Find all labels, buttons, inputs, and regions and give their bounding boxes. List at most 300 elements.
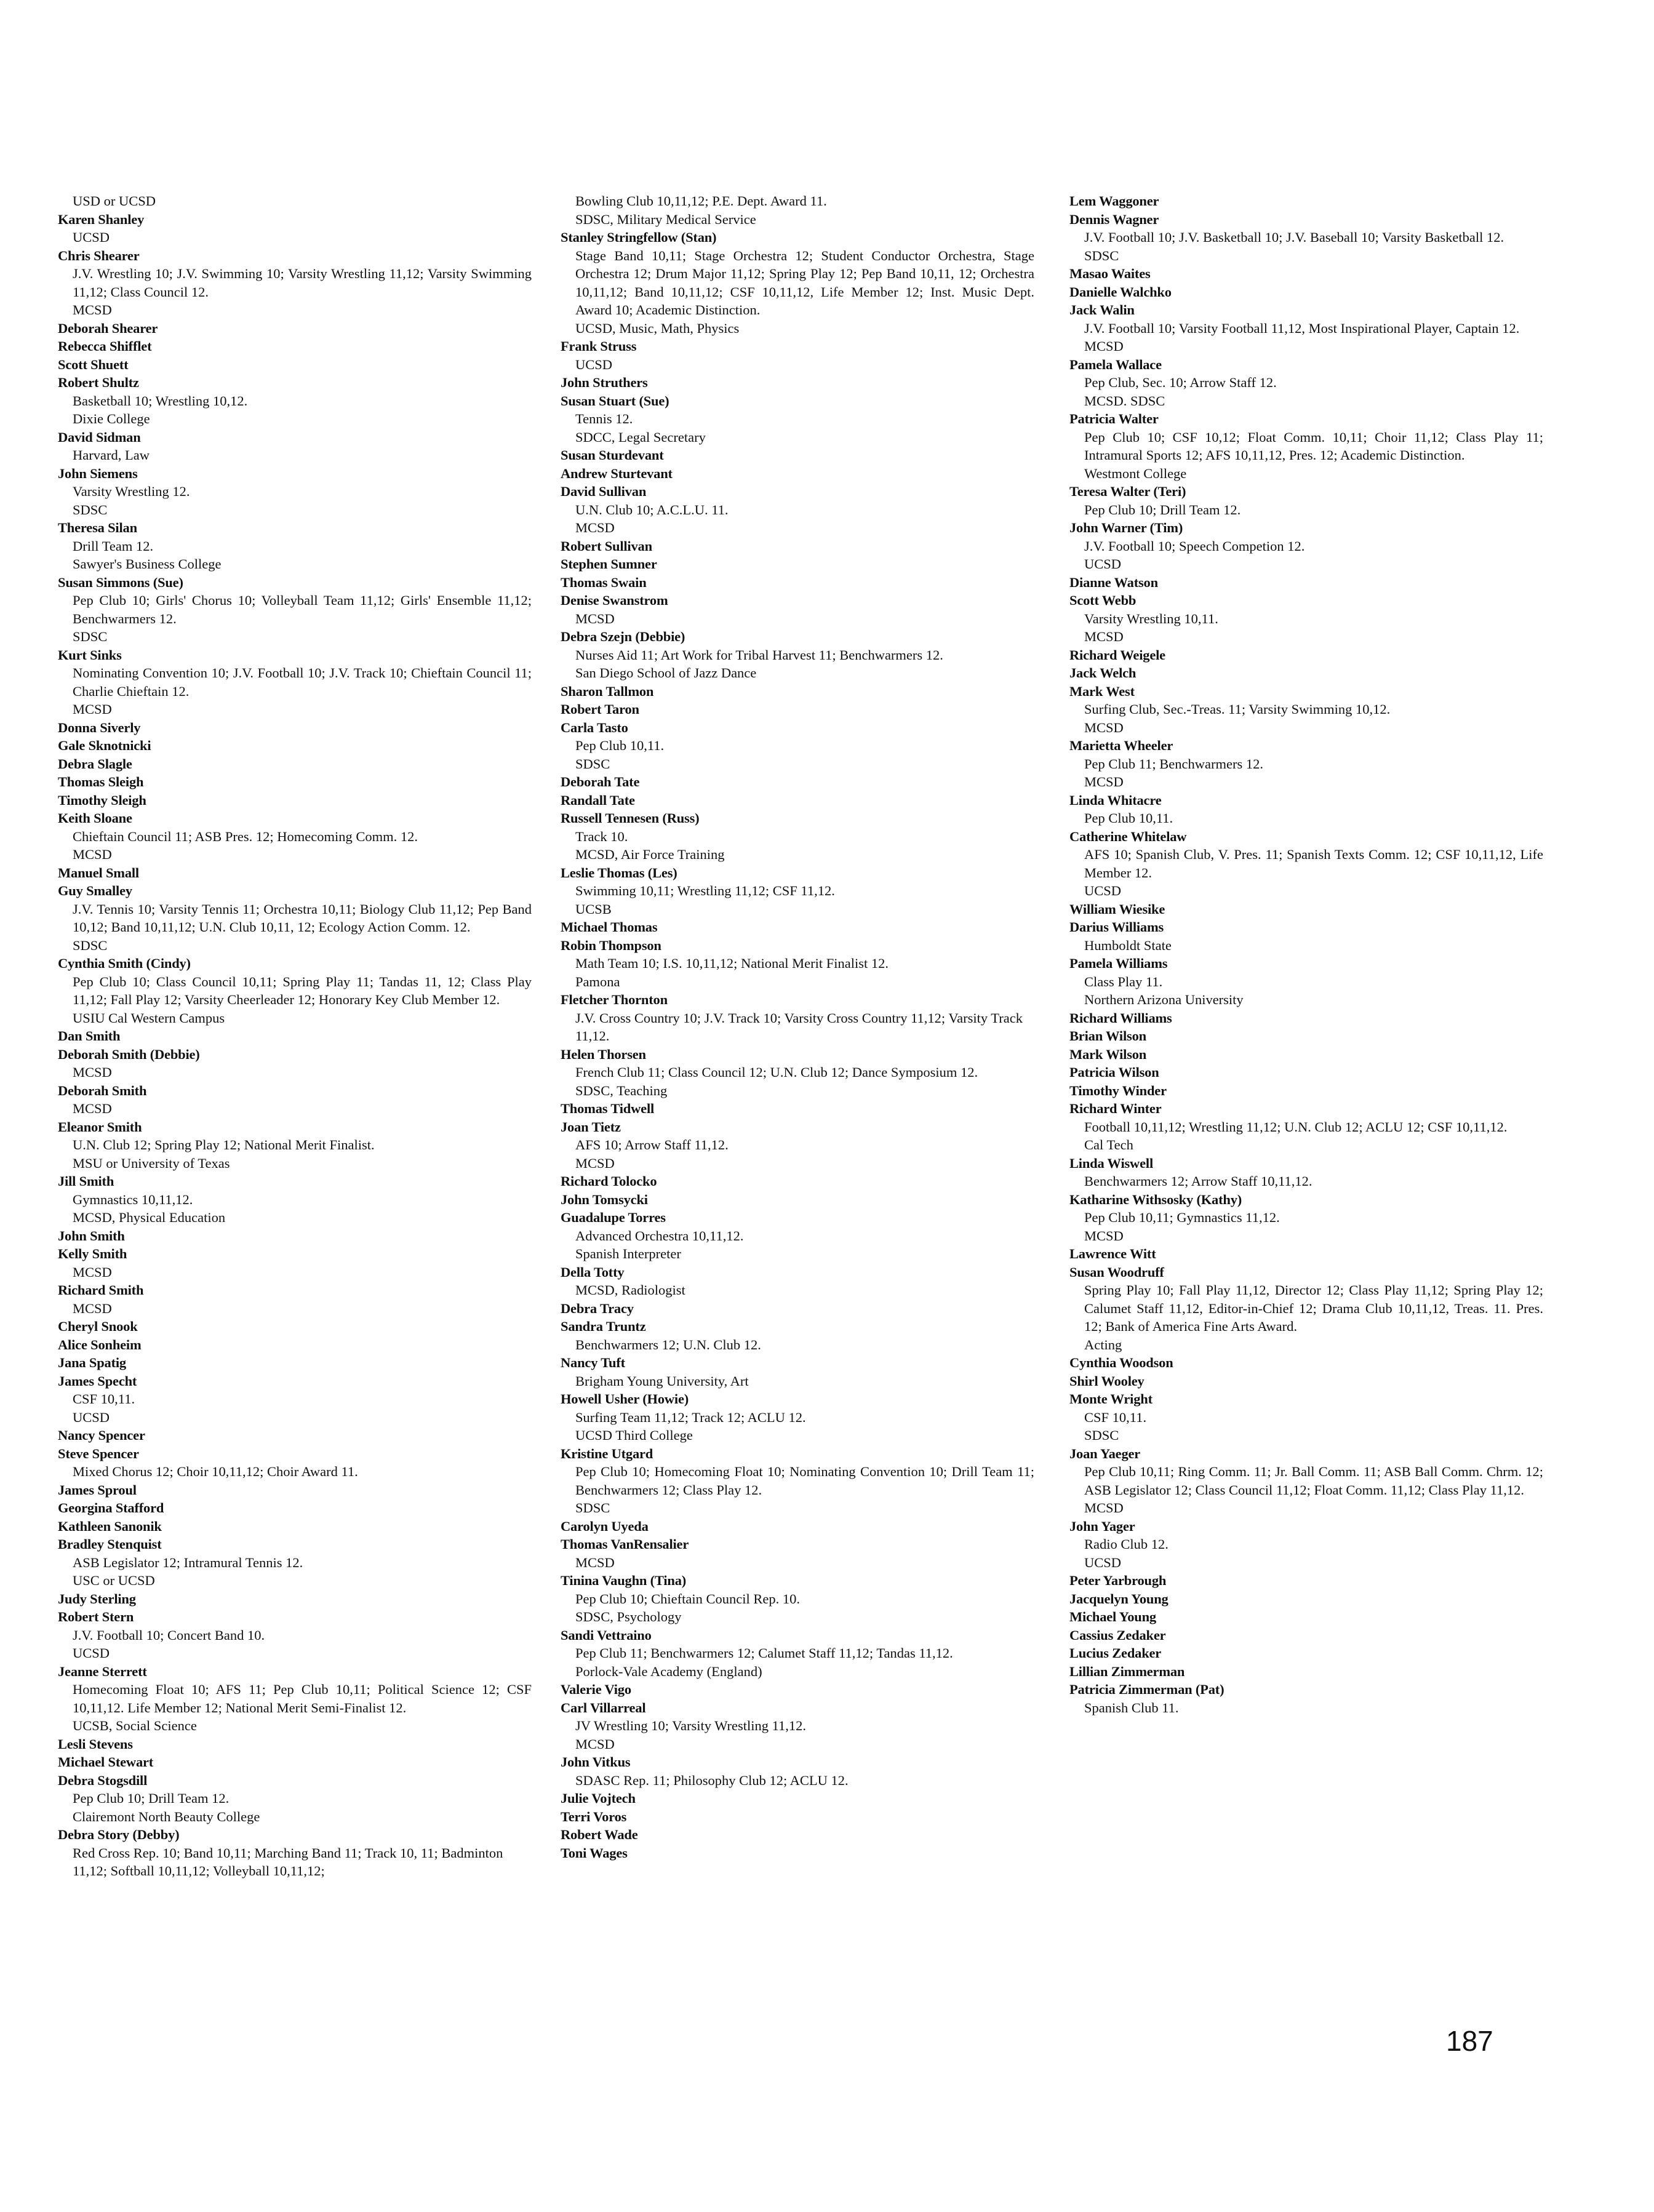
student-detail: J.V. Football 10; Speech Competion 12. <box>1084 538 1305 554</box>
student-name: John Tomsycki <box>561 1191 648 1207</box>
directory-entry <box>561 1208 1034 1263</box>
student-detail: Spanish Interpreter <box>575 1246 681 1261</box>
directory-entry <box>58 809 532 864</box>
student-detail: AFS 10; Arrow Staff 11,12. <box>575 1137 729 1152</box>
student-name: Peter Yarbrough <box>1069 1573 1167 1588</box>
student-detail: Nominating Convention 10; J.V. Football 10; J.V. Track 10; Chieftain Council 11; Charlie Chieftain 12. <box>73 665 532 699</box>
directory-entry <box>561 1172 1034 1191</box>
directory-entry <box>58 192 532 210</box>
directory-entry <box>1069 900 1543 919</box>
student-name: Catherine Whitelaw <box>1069 828 1187 844</box>
directory-entry <box>561 1300 1034 1318</box>
directory-entry <box>1069 410 1543 482</box>
student-detail: Mixed Chorus 12; Choir 10,11,12; Choir Award 11. <box>73 1464 358 1479</box>
directory-entry <box>561 628 1034 682</box>
student-name: Guadalupe Torres <box>561 1210 666 1225</box>
student-detail: Pep Club 10; CSF 10,12; Float Comm. 10,11; Choir 11,12; Class Play 11; Intramural Sports 12; AFS 10,11,12, Pres. 12; Academic Distinction. <box>1084 429 1543 463</box>
student-detail: Radio Club 12. <box>1084 1536 1169 1552</box>
student-detail: UCSD Third College <box>575 1427 693 1443</box>
directory-entry <box>561 1535 1034 1571</box>
directory-entry <box>561 1263 1034 1300</box>
student-name: Jack Walin <box>1069 302 1135 317</box>
student-name: Scott Shuett <box>58 356 129 372</box>
directory-entry <box>561 991 1034 1045</box>
directory-entry <box>1069 356 1543 410</box>
directory-entry <box>58 646 532 719</box>
student-name: Cynthia Smith (Cindy) <box>58 956 191 971</box>
student-detail: MCSD <box>1084 774 1124 789</box>
student-detail: UCSB, Social Science <box>73 1718 197 1733</box>
student-name: Debra Slagle <box>58 756 132 772</box>
student-name: Manuel Small <box>58 864 139 880</box>
student-detail: San Diego School of Jazz Dance <box>575 665 757 681</box>
student-detail: Northern Arizona University <box>1084 992 1244 1007</box>
directory-entry <box>1069 1390 1543 1445</box>
directory-entry <box>561 1100 1034 1118</box>
student-name: Susan Simmons (Sue) <box>58 574 183 590</box>
student-detail: Pep Club 11; Benchwarmers 12; Calumet Staff 11,12; Tandas 11,12. <box>575 1645 953 1661</box>
student-detail: J.V. Football 10; Concert Band 10. <box>73 1627 265 1643</box>
student-detail: SDSC <box>575 756 610 772</box>
student-name: Katharine Withsosky (Kathy) <box>1069 1191 1242 1207</box>
student-name: Lesli Stevens <box>58 1736 133 1752</box>
student-name: Pamela Wallace <box>1069 356 1162 372</box>
student-detail: Bowling Club 10,11,12; P.E. Dept. Award 11. <box>575 193 827 209</box>
directory-entry <box>561 482 1034 537</box>
student-detail: Gymnastics 10,11,12. <box>73 1191 193 1207</box>
student-name: Michael Stewart <box>58 1754 154 1770</box>
directory-entry <box>561 1753 1034 1789</box>
student-name: Mark West <box>1069 683 1135 699</box>
directory-entry <box>58 519 532 573</box>
directory-entry <box>1069 664 1543 682</box>
student-detail: Advanced Orchestra 10,11,12. <box>575 1228 744 1244</box>
student-detail: AFS 10; Spanish Club, V. Pres. 11; Spanish Texts Comm. 12; CSF 10,11,12, Life Member 12. <box>1084 847 1543 880</box>
student-name: Cynthia Woodson <box>1069 1355 1173 1370</box>
directory-entry <box>58 1517 532 1536</box>
student-detail: SDSC, Psychology <box>575 1609 682 1624</box>
student-name: Randall Tate <box>561 792 635 808</box>
directory-entry <box>561 1571 1034 1626</box>
student-detail: MCSD <box>73 302 112 317</box>
directory-entry <box>1069 1191 1543 1245</box>
directory-entry <box>1069 1608 1543 1626</box>
student-detail: Benchwarmers 12; Arrow Staff 10,11,12. <box>1084 1173 1312 1189</box>
student-detail: French Club 11; Class Council 12; U.N. Club 12; Dance Symposium 12. <box>575 1064 978 1080</box>
directory-entry <box>1069 954 1543 1009</box>
directory-entry <box>58 1227 532 1245</box>
student-detail: MCSD <box>73 701 112 717</box>
directory-entry <box>561 791 1034 810</box>
directory-entry <box>1069 1372 1543 1391</box>
student-detail: Westmont College <box>1084 465 1187 481</box>
student-detail: SDSC <box>1084 247 1119 263</box>
student-name: Guy Smalley <box>58 883 132 898</box>
student-name: Della Totty <box>561 1264 625 1280</box>
student-name: Timothy Winder <box>1069 1082 1167 1098</box>
directory-entry <box>58 1118 532 1173</box>
student-detail: U.N. Club 10; A.C.L.U. 11. <box>575 501 729 517</box>
student-name: Kelly Smith <box>58 1246 127 1261</box>
student-detail: MCSD <box>73 1101 112 1116</box>
student-name: Mark Wilson <box>1069 1046 1147 1062</box>
student-detail: MCSD <box>1084 1228 1124 1244</box>
column-1 <box>58 192 532 1880</box>
student-name: Carl Villarreal <box>561 1699 646 1715</box>
student-name: Nancy Tuft <box>561 1355 625 1370</box>
student-name: Keith Sloane <box>58 810 132 826</box>
directory-entry <box>58 1735 532 1754</box>
student-detail: Basketball 10; Wrestling 10,12. <box>73 393 248 409</box>
directory-entry <box>1069 573 1543 592</box>
directory-entry <box>561 1390 1034 1445</box>
directory-entry <box>58 954 532 1027</box>
student-detail: Porlock-Vale Academy (England) <box>575 1663 762 1679</box>
student-detail: J.V. Football 10; J.V. Basketball 10; J.V. Baseball 10; Varsity Basketball 12. <box>1084 230 1504 245</box>
student-name: Debra Tracy <box>561 1300 634 1316</box>
directory-entry <box>58 1826 532 1880</box>
student-name: Kathleen Sanonik <box>58 1518 162 1534</box>
page-number: 187 <box>1446 2025 1493 2057</box>
student-detail: Pep Club 10; Homecoming Float 10; Nominating Convention 10; Drill Team 11; Benchwarmers 12; Class Play 12. <box>575 1464 1034 1498</box>
student-detail: SDSC <box>73 501 108 517</box>
student-name: Linda Whitacre <box>1069 792 1162 808</box>
student-detail: Track 10. <box>575 828 628 844</box>
directory-entry <box>1069 1027 1543 1045</box>
student-name: Susan Stuart (Sue) <box>561 393 669 409</box>
student-name: Terri Voros <box>561 1808 627 1824</box>
directory-entry <box>58 1426 532 1445</box>
student-detail: SDSC <box>73 629 108 644</box>
student-name: William Wiesike <box>1069 901 1165 917</box>
student-detail: J.V. Cross Country 10; J.V. Track 10; Varsity Cross Country 11,12; Varsity Track 11,12. <box>575 1010 1023 1044</box>
student-detail: UCSB <box>575 901 612 917</box>
directory-entry <box>58 1082 532 1118</box>
student-detail: MCSD <box>1084 629 1124 644</box>
student-name: Leslie Thomas (Les) <box>561 864 677 880</box>
directory-entry <box>58 573 532 646</box>
column-2 <box>561 192 1034 1862</box>
student-name: Howell Usher (Howie) <box>561 1391 689 1407</box>
student-name: Sharon Tallmon <box>561 683 654 699</box>
student-name: Richard Williams <box>1069 1010 1172 1026</box>
student-detail: MCSD <box>73 1264 112 1280</box>
student-name: Patricia Wilson <box>1069 1064 1159 1080</box>
student-detail: Pep Club 10; Drill Team 12. <box>73 1791 230 1806</box>
student-name: Eleanor Smith <box>58 1119 142 1135</box>
student-name: Thomas VanRensalier <box>561 1536 689 1552</box>
student-detail: Red Cross Rep. 10; Band 10,11; Marching Band 11; Track 10, 11; Badminton 11,12; Softball 10,11,12; Volleyball 10,11,12; <box>73 1845 503 1879</box>
student-name: Robert Shultz <box>58 375 139 390</box>
student-name: Nancy Spencer <box>58 1427 145 1443</box>
directory-entry <box>1069 482 1543 519</box>
student-detail: Varsity Wrestling 12. <box>73 484 190 499</box>
student-detail: MSU or University of Texas <box>73 1155 230 1171</box>
student-name: Marietta Wheeler <box>1069 738 1173 753</box>
directory-entry <box>561 918 1034 936</box>
student-detail: UCSD <box>73 1409 110 1425</box>
student-detail: USC or UCSD <box>73 1573 155 1588</box>
student-name: Russell Tennesen (Russ) <box>561 810 700 826</box>
student-detail: Varsity Wrestling 10,11. <box>1084 610 1218 626</box>
student-name: Chris Shearer <box>58 247 140 263</box>
student-detail: USD or UCSD <box>73 193 156 209</box>
directory-entry <box>1069 646 1543 665</box>
directory-entry <box>58 1045 532 1082</box>
directory-entry <box>58 247 532 319</box>
student-detail: Harvard, Law <box>73 447 150 463</box>
directory-entry <box>561 1699 1034 1754</box>
student-detail: SDSC, Military Medical Service <box>575 211 756 227</box>
directory-entry <box>1069 1245 1543 1263</box>
student-detail: MCSD, Radiologist <box>575 1282 685 1298</box>
student-detail: ASB Legislator 12; Intramural Tennis 12. <box>73 1554 303 1570</box>
student-detail: MCSD <box>73 847 112 862</box>
column-3 <box>1069 192 1543 1717</box>
student-name: Debra Story (Debby) <box>58 1827 180 1842</box>
student-name: James Sproul <box>58 1482 137 1498</box>
student-detail: Tennis 12. <box>575 411 633 426</box>
student-name: Richard Smith <box>58 1282 144 1298</box>
student-name: Richard Winter <box>1069 1101 1162 1116</box>
student-detail: Pamona <box>575 973 620 989</box>
student-name: Denise Swanstrom <box>561 593 668 608</box>
directory-entry <box>58 1027 532 1045</box>
student-detail: Chieftain Council 11; ASB Pres. 12; Homecoming Comm. 12. <box>73 828 418 844</box>
student-detail: Pep Club 10; Chieftain Council Rep. 10. <box>575 1591 800 1607</box>
directory-entry <box>58 1499 532 1517</box>
student-name: Richard Tolocko <box>561 1173 657 1189</box>
student-name: Patricia Walter <box>1069 411 1159 426</box>
directory-entry <box>1069 682 1543 737</box>
student-name: Gale Sknotnicki <box>58 738 151 753</box>
directory-entry <box>1069 519 1543 573</box>
student-name: Jack Welch <box>1069 665 1137 681</box>
directory-entry <box>58 1281 532 1317</box>
directory-entry <box>1069 737 1543 791</box>
student-name: Alice Sonheim <box>58 1336 142 1352</box>
student-detail: Surfing Club, Sec.-Treas. 11; Varsity Swimming 10,12. <box>1084 701 1391 717</box>
student-name: Masao Waites <box>1069 266 1151 281</box>
student-detail: Dixie College <box>73 411 150 426</box>
student-name: Karen Shanley <box>58 211 145 227</box>
student-detail: UCSD <box>1084 556 1122 572</box>
directory-entry <box>561 700 1034 719</box>
student-name: Jeanne Sterrett <box>58 1663 147 1679</box>
student-name: Michael Young <box>1069 1609 1156 1624</box>
directory-entry <box>1069 1626 1543 1645</box>
student-name: Robin Thompson <box>561 937 661 953</box>
student-name: Dennis Wagner <box>1069 211 1159 227</box>
student-detail: J.V. Football 10; Varsity Football 11,12, Most Inspirational Player, Captain 12. <box>1084 320 1520 336</box>
student-name: Debra Stogsdill <box>58 1772 148 1788</box>
directory-entry <box>1069 1263 1543 1354</box>
directory-entry <box>1069 1354 1543 1372</box>
directory-entry <box>561 337 1034 373</box>
student-name: Dan Smith <box>58 1028 121 1044</box>
student-name: Teresa Walter (Teri) <box>1069 484 1186 499</box>
student-detail: Pep Club 10,11; Ring Comm. 11; Jr. Ball Comm. 11; ASB Ball Comm. Chrm. 12; ASB Legislator 12; Class Council 11,12; Float Comm. 11,12; Class Play 11,12. <box>1084 1464 1543 1498</box>
student-name: Kristine Utgard <box>561 1445 653 1461</box>
student-name: Linda Wiswell <box>1069 1155 1153 1171</box>
student-name: Brian Wilson <box>1069 1028 1146 1044</box>
student-detail: Pep Club, Sec. 10; Arrow Staff 12. <box>1084 375 1277 390</box>
directory-entry <box>561 1045 1034 1100</box>
student-detail: Pep Club 10,11. <box>1084 810 1173 826</box>
student-name: John Smith <box>58 1228 125 1244</box>
student-name: Monte Wright <box>1069 1391 1153 1407</box>
student-detail: J.V. Tennis 10; Varsity Tennis 11; Orchestra 10,11; Biology Club 11,12; Pep Band 10,12; Band 10,11,12; U.N. Club 10,11, 12; Ecology Action Comm. 12. <box>73 901 532 935</box>
student-name: Bradley Stenquist <box>58 1536 162 1552</box>
student-detail: Acting <box>1084 1336 1122 1352</box>
student-name: Deborah Shearer <box>58 320 158 336</box>
student-detail: UCSD <box>73 1645 110 1661</box>
student-name: Stephen Sumner <box>561 556 657 572</box>
student-detail: Pep Club 10; Class Council 10,11; Spring Play 11; Tandas 11, 12; Class Play 11,12; Fall Play 12; Varsity Cheerleader 12; Honorary Key Club Member 12. <box>73 973 532 1007</box>
directory-entry <box>1069 1082 1543 1100</box>
student-detail: MCSD <box>575 610 615 626</box>
student-name: Thomas Tidwell <box>561 1101 655 1116</box>
student-name: Danielle Walchko <box>1069 284 1172 300</box>
directory-entry <box>561 1191 1034 1209</box>
student-name: Julie Vojtech <box>561 1791 636 1806</box>
directory-entry <box>58 773 532 791</box>
directory-entry <box>1069 918 1543 954</box>
directory-entry <box>561 392 1034 447</box>
student-detail: MCSD. SDSC <box>1084 393 1165 409</box>
student-detail: MCSD, Physical Education <box>73 1210 226 1225</box>
student-name: Judy Sterling <box>58 1591 136 1607</box>
student-detail: Swimming 10,11; Wrestling 11,12; CSF 11,12. <box>575 883 835 898</box>
directory-entry <box>561 573 1034 592</box>
student-name: Robert Wade <box>561 1827 638 1842</box>
directory-entry <box>1069 210 1543 265</box>
student-name: Susan Woodruff <box>1069 1264 1164 1280</box>
student-name: John Struthers <box>561 375 648 390</box>
student-detail: MCSD <box>1084 719 1124 735</box>
directory-entry <box>561 1789 1034 1808</box>
directory-entry <box>58 1372 532 1427</box>
student-name: Lem Waggoner <box>1069 193 1159 209</box>
student-name: Timothy Sleigh <box>58 792 146 808</box>
directory-entry <box>58 356 532 374</box>
directory-entry <box>1069 1517 1543 1572</box>
student-detail: Football 10,11,12; Wrestling 11,12; U.N. Club 12; ACLU 12; CSF 10,11,12. <box>1084 1119 1508 1135</box>
directory-entry <box>58 337 532 356</box>
student-detail: MCSD <box>1084 1500 1124 1515</box>
student-detail: Spring Play 10; Fall Play 11,12, Director 12; Class Play 11,12; Spring Play 12; Calumet Staff 11,12, Editor-in-Chief 12; Drama Club 10,11,12, Treas. 11. Pres. 12; Bank of America Fine Arts Award. <box>1084 1282 1543 1334</box>
student-detail: MCSD <box>1084 338 1124 354</box>
directory-entry <box>561 719 1034 773</box>
student-detail: Cal Tech <box>1084 1137 1133 1152</box>
student-name: Kurt Sinks <box>58 647 122 663</box>
directory-entry <box>1069 591 1543 646</box>
student-detail: UCSD, Music, Math, Physics <box>575 320 740 336</box>
directory-entry <box>561 1808 1034 1826</box>
directory-entry <box>1069 1445 1543 1517</box>
directory-entry <box>561 446 1034 465</box>
student-name: Susan Sturdevant <box>561 447 664 463</box>
directory-entry <box>561 373 1034 392</box>
student-name: Lucius Zedaker <box>1069 1645 1162 1661</box>
directory-entry <box>561 809 1034 864</box>
student-detail: MCSD <box>575 520 615 535</box>
student-name: Dianne Watson <box>1069 574 1158 590</box>
directory-entry <box>561 537 1034 556</box>
student-detail: Sawyer's Business College <box>73 556 222 572</box>
student-name: Frank Struss <box>561 338 637 354</box>
student-detail: Nurses Aid 11; Art Work for Tribal Harvest 11; Benchwarmers 12. <box>575 647 943 663</box>
student-detail: CSF 10,11. <box>73 1391 135 1407</box>
student-detail: SDCC, Legal Secretary <box>575 429 706 445</box>
student-name: Helen Thorsen <box>561 1046 646 1062</box>
student-detail: MCSD <box>73 1064 112 1080</box>
directory-entry <box>561 192 1034 228</box>
student-detail: SDASC Rep. 11; Philosophy Club 12; ACLU 12. <box>575 1772 849 1788</box>
student-detail: J.V. Wrestling 10; J.V. Swimming 10; Varsity Wrestling 11,12; Varsity Swimming 11,12; Class Council 12. <box>73 266 532 300</box>
student-name: Joan Yaeger <box>1069 1445 1141 1461</box>
directory-entry <box>58 1663 532 1735</box>
student-detail: MCSD <box>575 1736 615 1752</box>
student-name: Richard Weigele <box>1069 647 1165 663</box>
directory-entry <box>1069 1663 1543 1681</box>
directory-entry <box>1069 1045 1543 1064</box>
directory-entry <box>58 319 532 338</box>
student-detail: Surfing Team 11,12; Track 12; ACLU 12. <box>575 1409 806 1425</box>
directory-entry <box>58 1771 532 1826</box>
directory-entry <box>1069 1154 1543 1191</box>
student-name: David Sidman <box>58 429 141 445</box>
student-name: Jacquelyn Young <box>1069 1591 1169 1607</box>
student-name: Robert Stern <box>58 1609 134 1624</box>
student-name: Robert Taron <box>561 701 639 717</box>
student-name: Cheryl Snook <box>58 1319 138 1334</box>
student-detail: Pep Club 10; Girls' Chorus 10; Volleyball Team 11,12; Girls' Ensemble 11,12; Benchwarmers 12. <box>73 593 532 626</box>
student-name: Jill Smith <box>58 1173 114 1189</box>
student-detail: MCSD <box>73 1300 112 1316</box>
student-name: Lillian Zimmerman <box>1069 1663 1185 1679</box>
student-name: Sandi Vettraino <box>561 1627 652 1643</box>
directory-entry <box>58 1753 532 1771</box>
student-detail: UCSD <box>1084 1554 1122 1570</box>
student-name: Valerie Vigo <box>561 1682 631 1697</box>
student-name: Jana Spatig <box>58 1355 126 1370</box>
student-detail: Homecoming Float 10; AFS 11; Pep Club 10,11; Political Science 12; CSF 10,11,12. Life Member 12; National Merit Semi-Finalist 12. <box>73 1682 532 1715</box>
directory-entry <box>58 719 532 737</box>
student-name: Pamela Williams <box>1069 956 1168 971</box>
student-name: Joan Tietz <box>561 1119 621 1135</box>
directory-entry <box>58 373 532 428</box>
student-name: Deborah Smith <box>58 1082 147 1098</box>
directory-entry <box>1069 1063 1543 1082</box>
student-detail: Spanish Club 11. <box>1084 1699 1179 1715</box>
student-detail: Pep Club 11; Benchwarmers 12. <box>1084 756 1263 772</box>
directory-entry <box>561 936 1034 991</box>
student-name: Patricia Zimmerman (Pat) <box>1069 1682 1225 1697</box>
directory-entry <box>1069 283 1543 301</box>
directory-entry <box>561 1118 1034 1173</box>
directory-entry <box>1069 1571 1543 1590</box>
student-name: Stanley Stringfellow (Stan) <box>561 230 717 245</box>
directory-entry <box>561 591 1034 628</box>
student-detail: CSF 10,11. <box>1084 1409 1147 1425</box>
student-name: Donna Siverly <box>58 719 141 735</box>
directory-entry <box>58 428 532 465</box>
directory-entry <box>58 882 532 954</box>
directory-entry <box>58 1481 532 1499</box>
student-detail: Class Play 11. <box>1084 973 1163 989</box>
directory-entry <box>58 1336 532 1354</box>
